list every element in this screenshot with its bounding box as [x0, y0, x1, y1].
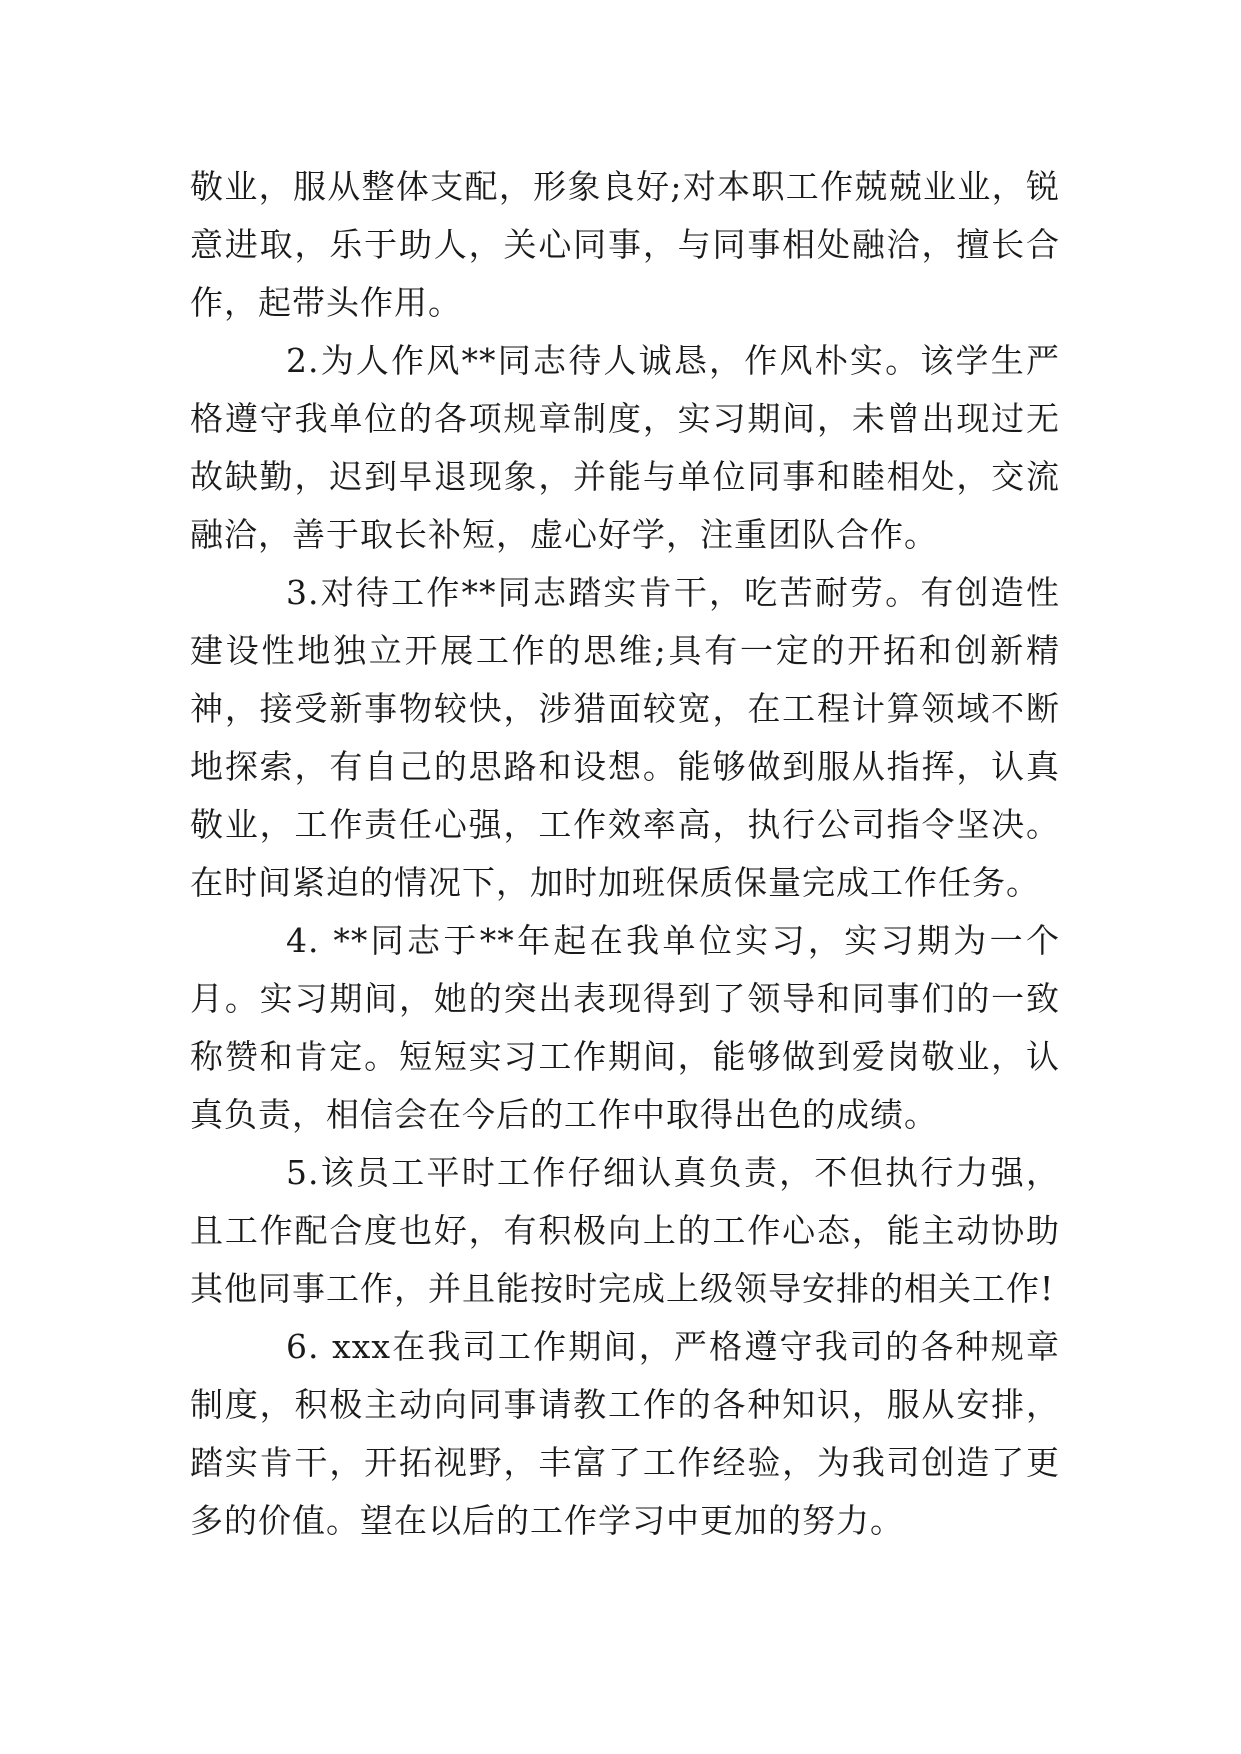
paragraph-continuation: 敬业，服从整体支配，形象良好;对本职工作兢兢业业，锐意进取，乐于助人，关心同事，与同事相处融洽，擅长合作，起带头作用。 [190, 167, 1060, 322]
paragraph-5: 5.该员工平时工作仔细认真负责，不但执行力强，且工作配合度也好，有积极向上的工作心态，能主动协助其他同事工作，并且能按时完成上级领导安排的相关工作! [190, 1153, 1060, 1308]
paragraph-4: 4. **同志于**年起在我单位实习，实习期为一个月。实习期间，她的突出表现得到了领导和同事们的一致称赞和肯定。短短实习工作期间，能够做到爱岗敬业，认真负责，相信会在今后的工作中取得出色的成绩。 [190, 921, 1060, 1134]
paragraph-2: 2.为人作风**同志待人诚恳，作风朴实。该学生严格遵守我单位的各项规章制度，实习期间，未曾出现过无故缺勤，迟到早退现象，并能与单位同事和睦相处，交流融洽，善于取长补短，虚心好学，注重团队合作。 [190, 341, 1060, 554]
paragraph-6: 6. xxx在我司工作期间，严格遵守我司的各种规章制度，积极主动向同事请教工作的各种知识，服从安排，踏实肯干，开拓视野，丰富了工作经验，为我司创造了更多的价值。望在以后的工作学习中更加的努力。 [190, 1327, 1060, 1540]
document-body [190, 158, 1060, 1550]
paragraph-3: 3.对待工作**同志踏实肯干，吃苦耐劳。有创造性建设性地独立开展工作的思维;具有一定的开拓和创新精神，接受新事物较快，涉猎面较宽，在工程计算领域不断地探索，有自己的思路和设想。能够做到服从指挥，认真敬业，工作责任心强，工作效率高，执行公司指令坚决。在时间紧迫的情况下，加时加班保质保量完成工作任务。 [190, 573, 1060, 902]
